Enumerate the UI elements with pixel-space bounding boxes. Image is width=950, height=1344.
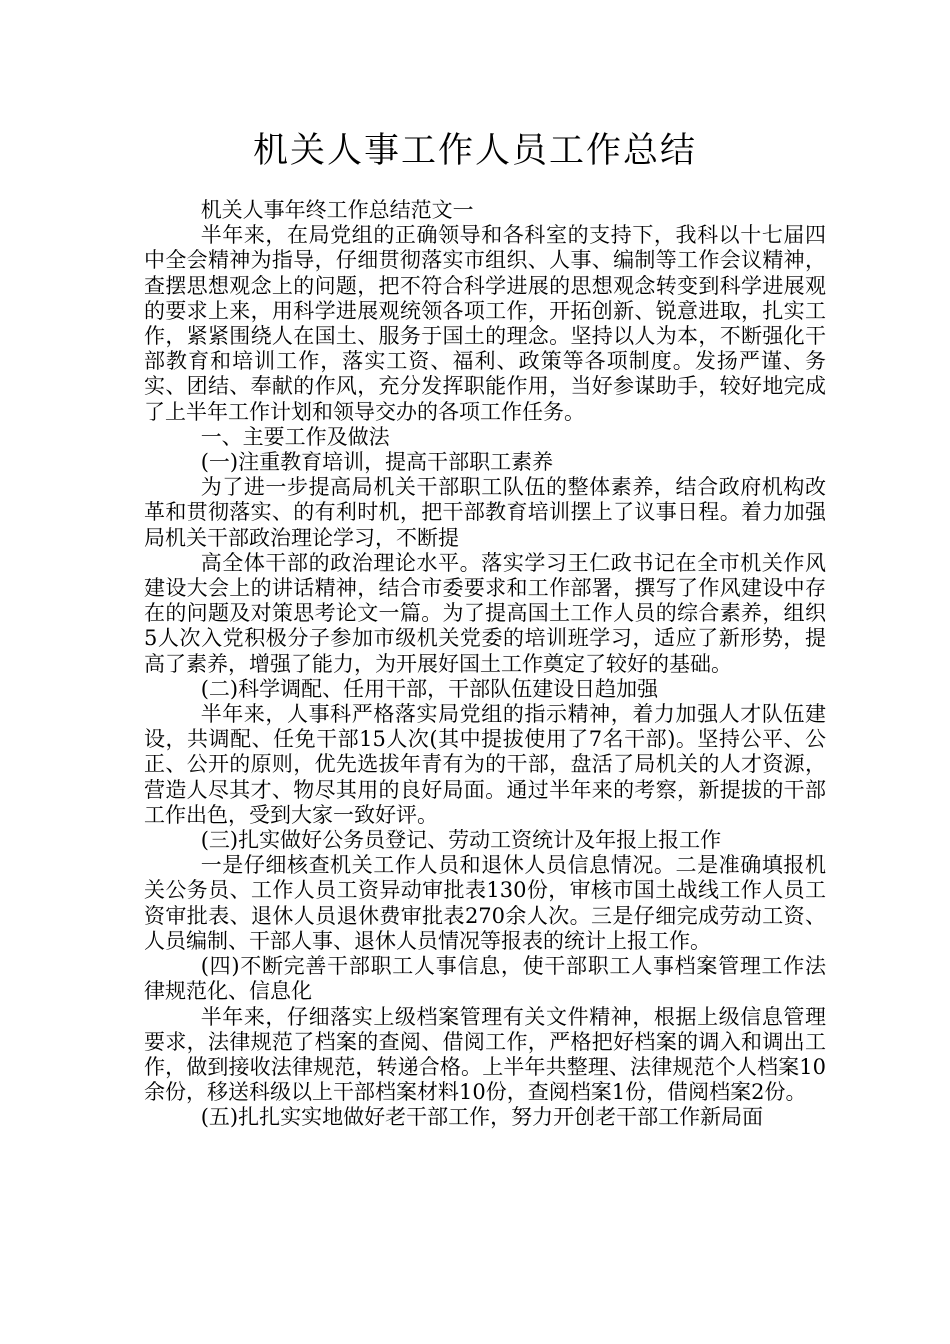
subsection-heading-5: (五)扎扎实实地做好老干部工作，努力开创老干部工作新局面 xyxy=(200,1105,764,1130)
subsection-heading-4: (四)不断完善干部职工人事信息，使干部职工人事档案管理工作法律规范化、信息化 xyxy=(144,954,826,1004)
paragraph-registration: 一是仔细核查机关工作人员和退休人员信息情况。二是准确填报机关公务员、工作人员工资异动审批表130份，审核市国土战线工作人员工资审批表、退休人员退休费审批表270余人次。三是仔细完成劳动工资、人员编制、干部人事、退休人员情况等报表的统计上报工作。 xyxy=(144,853,826,953)
paragraph-subtitle: 机关人事年终工作总结范文一 xyxy=(200,198,474,222)
paragraph-training-2: 高全体干部的政治理论水平。落实学习王仁政书记在全市机关作风建设大会上的讲话精神，结合市委要求和工作部署，撰写了作风建设中存在的问题及对策思考论文一篇。为了提高国土工作人员的综合素养，组织5人次入党积极分子参加市级机关党委的培训班学习，适应了新形势，提高了素养，增强了能力，为开展好国土工作奠定了较好的基础。 xyxy=(144,550,826,676)
subsection-heading-2: (二)科学调配、任用干部，干部队伍建设日趋加强 xyxy=(200,676,659,701)
subsection-heading-1: (一)注重教育培训，提高干部职工素养 xyxy=(200,450,554,475)
section-heading-main-work: 一、主要工作及做法 xyxy=(200,424,390,449)
paragraph-archives: 半年来，仔细落实上级档案管理有关文件精神，根据上级信息管理要求，法律规范了档案的查阅、借阅工作，严格把好档案的调入和调出工作，做到接收法律规范，转递合格。上半年共整理、法律规范个人档案10余份，移送科级以上干部档案材料10份，查阅档案1份，借阅档案2份。 xyxy=(144,1004,826,1105)
paragraph-cadre-allocation: 半年来，人事科严格落实局党组的指示精神，着力加强人才队伍建设，共调配、任免干部15人次(其中提拔使用了7名干部)。坚持公平、公正、公开的原则，优先选拔年青有为的干部，盘活了局机关的人才资源，营造人尽其才、物尽其用的良好局面。通过半年来的考察，新提拔的干部工作出色，受到大家一致好评。 xyxy=(144,702,826,827)
document-title: 机关人事工作人员工作总结 xyxy=(252,131,697,171)
subsection-heading-3: (三)扎实做好公务员登记、劳动工资统计及年报上报工作 xyxy=(200,828,722,853)
paragraph-intro: 半年来，在局党组的正确领导和各科室的支持下，我科以十七届四中全会精神为指导，仔细贯彻落实市组织、人事、编制等工作会议精神，查摆思想观念上的问题，把不符合科学进展的思想观念转变到科学进展观的要求上来，用科学进展观统领各项工作，开拓创新、锐意进取，扎实工作，紧紧围绕人在国土、服务于国土的理念。坚持以人为本，不断强化干部教育和培训工作，落实工资、福利、政策等各项制度。发扬严谨、务实、团结、奉献的作风，充分发挥职能作用，当好参谋助手，较好地完成了上半年工作计划和领导交办的各项工作任务。 xyxy=(144,223,826,424)
document-body xyxy=(144,198,826,1131)
paragraph-training-1: 为了进一步提高局机关干部职工队伍的整体素养，结合政府机构改革和贯彻落实、的有利时机，把干部教育培训摆上了议事日程。着力加强局机关干部政治理论学习，不断提 xyxy=(144,475,826,550)
